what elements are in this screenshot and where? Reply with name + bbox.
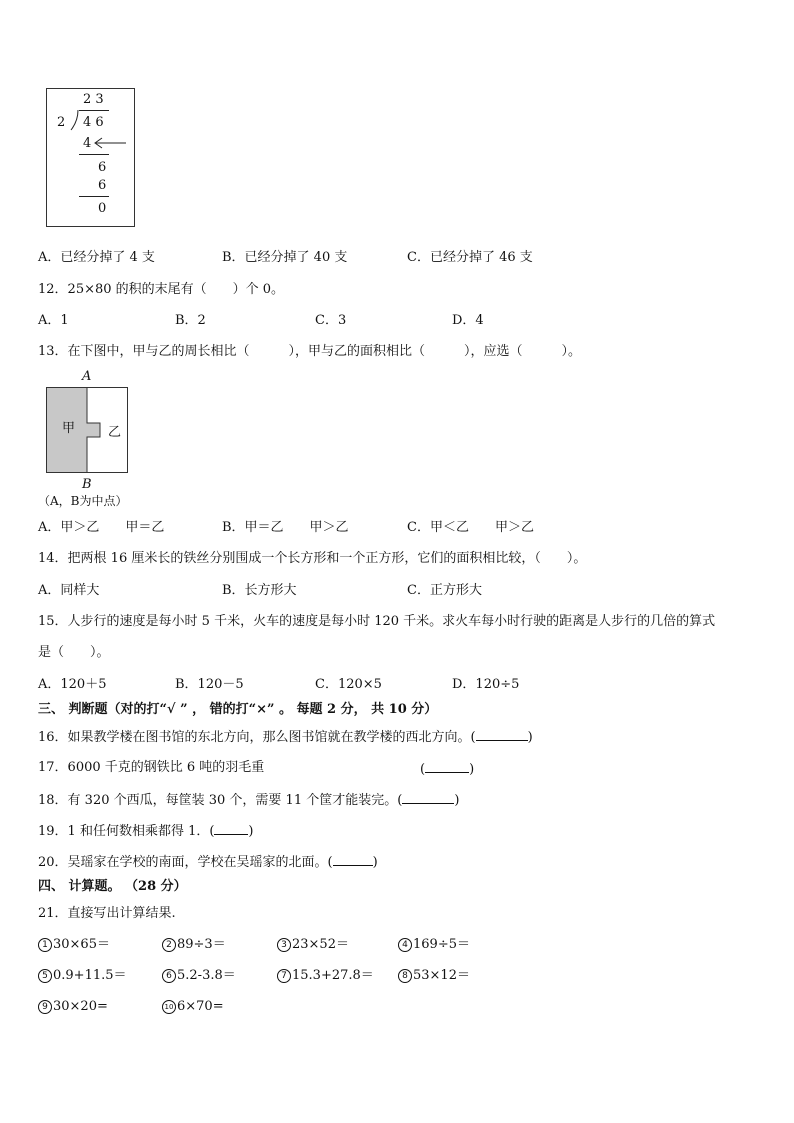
- q13-note: （A，B为中点）: [38, 494, 128, 508]
- q13-option-b: B．甲＝乙 甲＞乙: [222, 520, 349, 535]
- division-line-1: [79, 154, 109, 155]
- division-step1: 4: [83, 136, 92, 151]
- q20-statement: 20．吴瑶家在学校的南面，学校在吴瑶家的北面。( ): [38, 855, 378, 870]
- q11-option-a: A．已经分掉了 4 支: [38, 250, 155, 265]
- q11-option-c: C．已经分掉了 46 支: [407, 250, 533, 265]
- q13-label-jia: 甲: [62, 421, 76, 436]
- q15-stem-line2: 是（ ）。: [38, 645, 110, 660]
- q13-label-a: A: [82, 369, 92, 384]
- q14-option-a: A．同样大: [38, 583, 100, 598]
- section-4-heading: 四、 计算题。 （28 分）: [38, 879, 187, 894]
- section-3-heading: 三、 判断题（对的打“√ ” ， 错的打“×” 。 每题 2 分， 共 10 分）: [38, 702, 438, 717]
- q12-option-d: D．4: [452, 313, 484, 328]
- calc-item-5: 5 0.9+11.5＝: [38, 968, 127, 984]
- calc-item-9: 9 30×20=: [38, 999, 108, 1015]
- q21-stem: 21．直接写出计算结果.: [38, 906, 176, 921]
- division-bracket: [69, 109, 83, 131]
- division-quotient: 2 3: [83, 92, 104, 107]
- q15-option-d: D．120÷5: [452, 677, 520, 692]
- division-dividend: 4 6: [83, 115, 104, 130]
- q18-answer-blank[interactable]: [402, 791, 454, 804]
- division-step2a: 6: [98, 160, 107, 175]
- q19-statement: 19．1 和任何数相乘都得 1．( ): [38, 824, 254, 839]
- q14-option-c: C．正方形大: [407, 583, 482, 598]
- q13-label-b: B: [82, 477, 92, 492]
- q19-answer-blank[interactable]: [214, 822, 248, 835]
- q17-answer-blank[interactable]: [425, 760, 469, 773]
- q13-stem: 13．在下图中，甲与乙的周长相比（ ），甲与乙的面积相比（ ），应选（ ）。: [38, 344, 582, 359]
- division-step2b: 6: [98, 178, 107, 193]
- q12-option-c: C．3: [315, 313, 347, 328]
- q16-statement: 16．如果教学楼在图书馆的东北方向，那么图书馆就在教学楼的西北方向。( ): [38, 730, 533, 745]
- calc-item-10: 10 6×70=: [162, 999, 224, 1015]
- q17-answer: ( ): [420, 762, 475, 777]
- calc-item-6: 6 5.2-3.8＝: [162, 968, 236, 984]
- q12-option-a: A．1: [38, 313, 69, 328]
- q13-option-c: C．甲＜乙 甲＞乙: [407, 520, 534, 535]
- q16-answer-blank[interactable]: [476, 728, 528, 741]
- q15-option-a: A．120＋5: [38, 677, 107, 692]
- q14-option-b: B．长方形大: [222, 583, 297, 598]
- division-line-2: [79, 196, 109, 197]
- long-division-figure: [46, 88, 135, 227]
- q13-label-yi: 乙: [108, 425, 122, 440]
- q14-stem: 14．把两根 16 厘米长的铁丝分别围成一个长方形和一个正方形，它们的面积相比较，（ ）。: [38, 551, 587, 566]
- q18-statement: 18．有 320 个西瓜，每筐装 30 个，需要 11 个筐才能装完。( ): [38, 793, 460, 808]
- q13-option-a: A．甲＞乙 甲＝乙: [38, 520, 165, 535]
- q20-answer-blank[interactable]: [333, 853, 373, 866]
- calc-item-4: 4 169÷5＝: [398, 937, 470, 953]
- division-remainder: 0: [98, 201, 107, 216]
- calc-item-8: 8 53×12＝: [398, 968, 470, 984]
- arrow-left-icon: [93, 137, 127, 149]
- division-divisor: 2: [57, 115, 66, 130]
- q12-stem: 12．25×80 的积的末尾有（ ）个 0。: [38, 282, 285, 297]
- calc-item-2: 2 89÷3＝: [162, 937, 226, 953]
- calc-item-1: 1 30×65＝: [38, 937, 110, 953]
- q11-option-b: B．已经分掉了 40 支: [222, 250, 348, 265]
- q17-statement: 17．6000 千克的钢铁比 6 吨的羽毛重: [38, 760, 265, 775]
- division-bar: [79, 110, 109, 111]
- q15-option-c: C．120×5: [315, 677, 382, 692]
- calc-item-3: 3 23×52＝: [277, 937, 349, 953]
- q15-option-b: B．120－5: [175, 677, 244, 692]
- calc-item-7: 7 15.3+27.8＝: [277, 968, 374, 984]
- q15-stem-line1: 15．人步行的速度是每小时 5 千米，火车的速度是每小时 120 千米。求火车每小时行驶的距离是人步行的几倍的算式: [38, 614, 716, 629]
- q12-option-b: B．2: [175, 313, 206, 328]
